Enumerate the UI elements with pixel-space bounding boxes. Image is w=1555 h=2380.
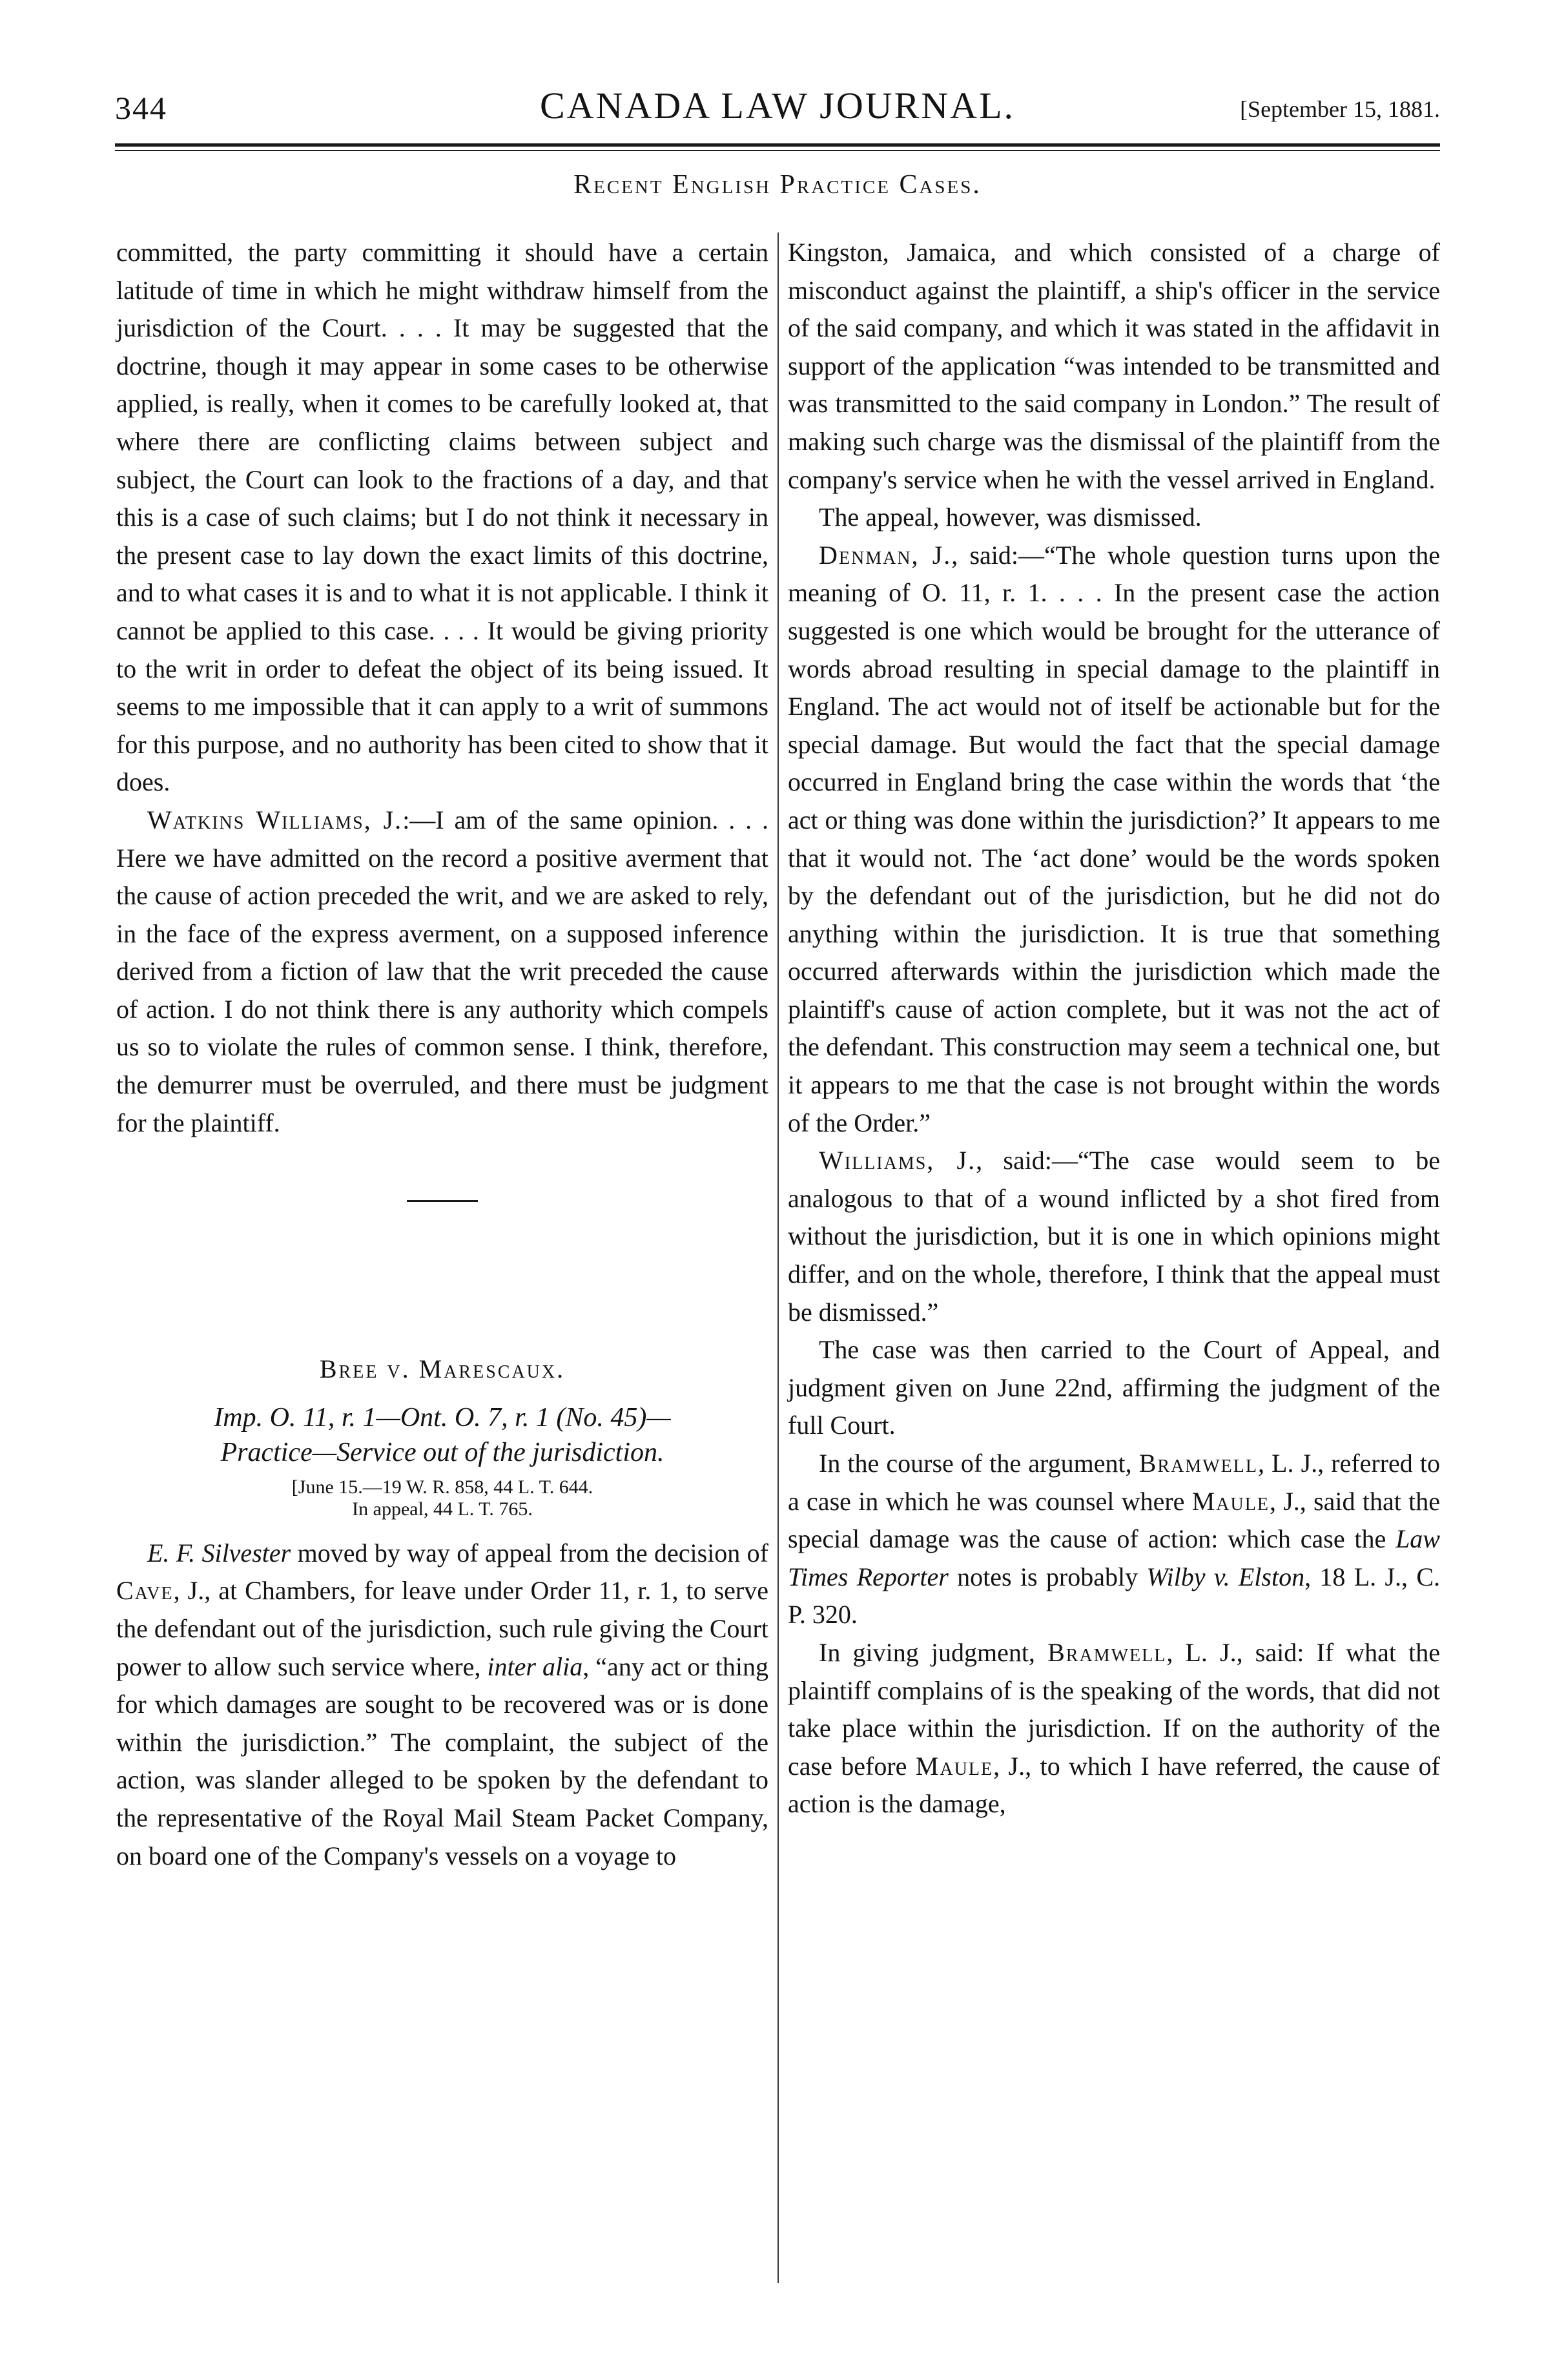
page-number: 344 [115,90,167,126]
paragraph: committed, the party committing it should have a certain latitude of time in which he might withdraw himself from the jurisdiction of the Court. . . . It may be suggested that the doctrine, though it may appear in some cases to be otherwise applied, is really, when it comes to be carefully looked at, that where there are conflicting claims between subject and subject, the Court can look to the fractions of a day, and that this is a case of such claims; but I do not think it necessary in the present case to lay down the exact limits of this doctrine, and to what cases it is and to what it is not applicable. I think it cannot be applied to this case. . . . It would be giving priority to the writ in order to defeat the object of its being issued. It seems to me impossible that it can apply to a writ of summons for this purpose, and no authority has been cited to show that it does. [116,238,768,797]
header-rule-thin [115,150,1440,151]
column-divider [778,233,779,2283]
case-rule-citation: Imp. O. 11, r. 1—Ont. O. 7, r. 1 (No. 45)— Practice—Service out of the jurisdiction. [214,1402,671,1467]
header-rule [115,143,1440,147]
paragraph: The appeal, however, was dismissed. [819,502,1202,532]
paragraph: Watkins Williams, J.:—I am of the same opinion. . . . Here we have admitted on the record a positive averment that the cause of action preceded the writ, and we are asked to rely, in the face of the express averment, on a supposed inference derived from a fiction of law that the writ preceded the cause of action. I do not think there is any authority which compels us so to violate the rules of common sense. I think, therefore, the demurrer must be overruled, and there must be judgment for the plaintiff. [116,805,768,1137]
paragraph: In giving judgment, Bramwell, L. J., said: If what the plaintiff complains of is the speaking of the words, that did not take place within the jurisdiction. If on the authority of the case before Maule, J., to which I have referred, the cause of action is the damage, [788,1637,1441,1819]
right-column [788,234,1440,1823]
paragraph: Denman, J., said:—“The whole question turns upon the meaning of O. 11, r. 1. . . . In the present case the action suggested is one which would be brought for the utterance of words abroad resulting in special damage to the plaintiff in England. The act would not of itself be actionable but for the special damage. But would the fact that the special damage occurred in England bring the case within the words that ‘the act or thing was done within the jurisdiction?’ It appears to me that it would not. The ‘act done’ would be the words spoken by the defendant out of the jurisdiction, but he did not do anything within the jurisdiction. It is true that something occurred afterwards within the jurisdiction which made the plaintiff's cause of action complete, but it was not the act of the defendant. This construction may seem a technical one, but it appears to me that the case is not brought within the words of the Order.” [788,540,1440,1137]
section-heading: Recent English Practice Cases. [573,170,982,200]
case-title: Bree v. Marescaux. [319,1354,566,1384]
counsel-name: E. F. Silvester [147,1538,291,1568]
section-separator [407,1200,478,1202]
judge-name: Williams, J. [819,1146,976,1175]
paragraph: E. F. Silvester moved by way of appeal from the decision of Cave, J., at Chambers, for leave under Order 11, r. 1, to serve the defendant out of the jurisdiction, such rule giving the Court power to allow such service where, inter alia, “any act or thing for which damages are sought to be recovered was or is done within the jurisdiction.” The complaint, the subject of the action, was slander alleged to be spoken by the defendant to the representative of the Royal Mail Steam Packet Company, on board one of the Company's vessels on a voyage to [116,1538,768,1870]
judge-name: Watkins Williams, J. [147,805,403,834]
case-reference: [June 15.—19 W. R. 858, 44 L. T. 644. In appeal, 44 L. T. 765. [291,1476,593,1520]
page-header [115,84,1440,136]
paragraph: Williams, J., said:—“The case would seem to be analogous to that of a wound inflicted by a shot fired from without the jurisdiction, but it is one in which opinions might differ, and on the whole, therefore, I think that the appeal must be dismissed.” [788,1146,1440,1327]
judge-name: Denman, J. [819,540,952,570]
paragraph: Kingston, Jamaica, and which consisted of a charge of misconduct against the plaintiff, a ship's officer in the service of the said company, and which it was stated in the affidavit in support of the application “was intended to be transmitted and was transmitted to the said company in London.” The result of making such charge was the dismissal of the plaintiff from the company's service when he with the vessel arrived in England. [788,238,1440,494]
left-column [116,234,768,1875]
paragraph: The case was then carried to the Court of Appeal, and judgment given on June 22nd, affirming the judgment of the full Court. [788,1335,1440,1440]
journal-title: CANADA LAW JOURNAL. [539,85,1015,127]
issue-date: [September 15, 1881. [1240,96,1440,122]
paragraph: In the course of the argument, Bramwell, L. J., referred to a case in which he was counsel where Maule, J., said that the special damage was the cause of action: which case the Law Times Reporter notes is probably Wilby v. Elston, 18 L. J., C. P. 320. [788,1449,1441,1630]
